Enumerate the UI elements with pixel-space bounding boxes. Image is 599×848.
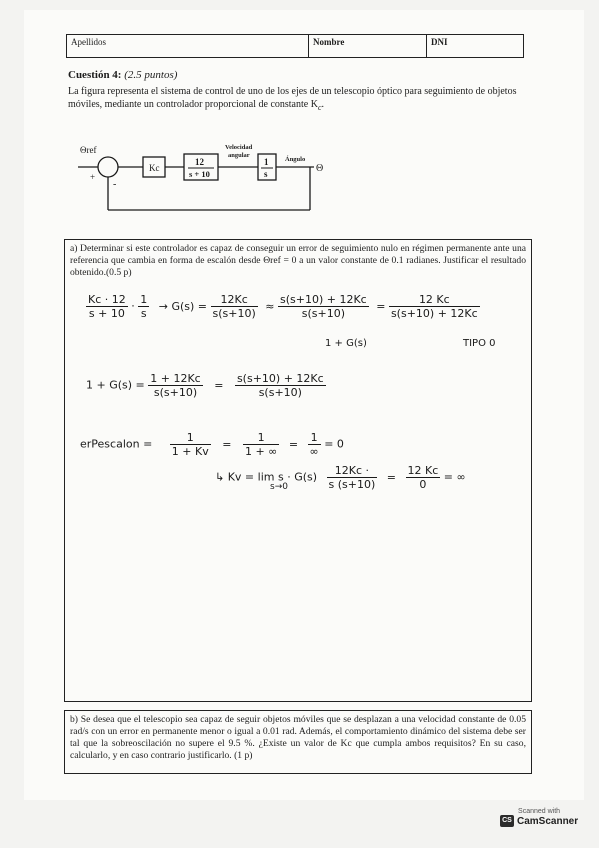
hw-num: s(s+10) + 12Kc bbox=[280, 293, 367, 306]
hw-num: 1 bbox=[170, 431, 211, 445]
hw-num: 1 bbox=[140, 293, 148, 306]
hw-frac bbox=[389, 293, 480, 320]
question-points: (2.5 puntos) bbox=[124, 69, 178, 81]
hw-eq: = bbox=[222, 437, 232, 451]
hw-den: s (s+10) bbox=[328, 478, 376, 491]
hw-tipo-label: TIPO 0 bbox=[463, 338, 496, 349]
hw-eq: = bbox=[214, 378, 224, 392]
hw-den: 1 + Kv bbox=[171, 445, 209, 458]
part-b-statement: b) Se desea que el telescopio sea capaz de seguir objetos móviles que se desplazan a una velocidad constante de 0.05 rad/s con un error en permanente menor o igual a 0.01 rad. Además, el comportamiento dinámico del sistema debe ser tal que la sobreoscilación no supere el 9.5 %. ¿Existe un valor de Kc que cumpla ambos requisitos? En su caso, calcularlo, y en caso contrario justificarlo. (1 p) bbox=[70, 714, 526, 761]
hw-num: 1 bbox=[308, 431, 321, 445]
hw-frac bbox=[278, 293, 369, 320]
plant-denominator: s + 10 bbox=[189, 169, 210, 179]
hw-den: s(s+10) + 12Kc bbox=[390, 307, 478, 320]
hw-line-1 bbox=[86, 293, 480, 320]
nombre-label: Nombre bbox=[313, 37, 345, 47]
hw-num: 12 Kc bbox=[407, 464, 439, 477]
hw-arrow: → G(s) = bbox=[158, 299, 208, 313]
angular-label: angular bbox=[228, 152, 250, 159]
hw-frac bbox=[138, 293, 149, 320]
part-b-box bbox=[64, 710, 532, 774]
hw-eq: = bbox=[288, 437, 299, 451]
hw-num: 12Kc bbox=[211, 293, 258, 307]
hw-lhs: ↳ Kv = lim s · G(s) bbox=[215, 470, 318, 484]
hw-den: s(s+10) bbox=[258, 386, 302, 399]
dni-label: DNI bbox=[431, 37, 448, 47]
scanned-with-label: Scanned with bbox=[518, 808, 561, 815]
question-title bbox=[68, 69, 177, 81]
question-number: Cuestión 4: bbox=[68, 69, 122, 81]
hw-frac bbox=[243, 431, 279, 458]
hw-num: 1 + 12Kc bbox=[150, 372, 201, 385]
question-description: La figura representa el sistema de control de uno de los ejes de un telescopio óptico para seguimiento de objetos móviles, mediante un controlador proporcional de constante $K_c$. bbox=[68, 86, 517, 112]
apellidos-label: Apellidos bbox=[71, 37, 106, 47]
hw-frac bbox=[148, 372, 202, 399]
output-label: Θ bbox=[316, 163, 324, 174]
controller-block: Kc bbox=[149, 163, 160, 173]
hw-frac bbox=[406, 464, 441, 491]
hw-num: 12 Kc bbox=[389, 293, 480, 307]
hw-den: 0 bbox=[419, 478, 427, 491]
hw-brace-label: 1 + G(s) bbox=[325, 338, 367, 349]
hw-frac bbox=[235, 372, 326, 399]
hw-eq: ≈ bbox=[265, 299, 275, 313]
integrator-numerator: 1 bbox=[264, 157, 269, 167]
hw-eq: = bbox=[386, 470, 397, 484]
hw-lhs: erPescalon = bbox=[80, 437, 153, 451]
hw-num: Kc · 12 bbox=[88, 293, 126, 306]
hw-result: = 0 bbox=[324, 437, 344, 451]
hw-den: s(s+10) bbox=[301, 307, 345, 320]
angle-label: Ángulo bbox=[285, 156, 306, 163]
hw-line-2 bbox=[86, 372, 326, 399]
plus-sign: + bbox=[90, 172, 96, 182]
question-description-text: La figura representa el sistema de control de uno de los ejes de un telescopio óptico para seguimiento de objetos móviles, mediante un controlador proporcional de constante K bbox=[68, 86, 517, 110]
plant-numerator: 12 bbox=[195, 157, 204, 167]
velocity-label: Velocidad bbox=[225, 144, 253, 151]
camscanner-brand-name: CamScanner bbox=[517, 815, 579, 827]
hw-den: s bbox=[140, 307, 147, 320]
hw-line-3 bbox=[80, 431, 344, 458]
apellidos-field[interactable] bbox=[67, 35, 309, 57]
hw-frac bbox=[308, 431, 321, 458]
input-label: Θref bbox=[80, 145, 97, 155]
kc-subscript: c bbox=[317, 102, 322, 112]
hw-num: 12Kc · bbox=[327, 464, 378, 478]
hw-eq: = bbox=[376, 299, 386, 313]
hw-den: s(s+10) bbox=[212, 307, 256, 320]
hw-num: 1 bbox=[243, 431, 279, 445]
hw-limit-sub: s→0 bbox=[270, 482, 288, 492]
hw-frac bbox=[327, 464, 378, 491]
camscanner-brand bbox=[500, 815, 578, 827]
hw-frac bbox=[86, 293, 128, 320]
hw-den: s + 10 bbox=[88, 307, 125, 320]
nombre-field[interactable] bbox=[309, 35, 427, 57]
integrator-denominator: s bbox=[264, 169, 268, 179]
dni-field[interactable] bbox=[427, 35, 523, 57]
hw-result: = ∞ bbox=[443, 470, 466, 484]
student-info-table bbox=[66, 34, 524, 58]
hw-frac bbox=[211, 293, 258, 320]
hw-dot: · bbox=[131, 299, 135, 313]
hw-frac bbox=[170, 431, 211, 458]
camscanner-logo-icon: CS bbox=[500, 815, 514, 827]
minus-sign: - bbox=[113, 179, 117, 190]
hw-num: s(s+10) + 12Kc bbox=[236, 372, 324, 385]
hw-lhs: 1 + G(s) = bbox=[86, 378, 145, 392]
block-diagram bbox=[78, 140, 338, 220]
camscanner-watermark bbox=[500, 808, 578, 827]
part-a-statement: a) Determinar si este controlador es capaz de conseguir un error de seguimiento nulo en régimen permanente ante una referencia que cambia en forma de escalón desde Θref = 0 a un valor constante de 0.1 radianes. Justificar el resultado obtenido.(0.5 p) bbox=[70, 243, 526, 278]
hw-den: 1 + ∞ bbox=[244, 445, 278, 458]
hw-den: s(s+10) bbox=[153, 386, 198, 399]
hw-den: ∞ bbox=[309, 445, 319, 458]
hw-line-4 bbox=[215, 464, 466, 491]
